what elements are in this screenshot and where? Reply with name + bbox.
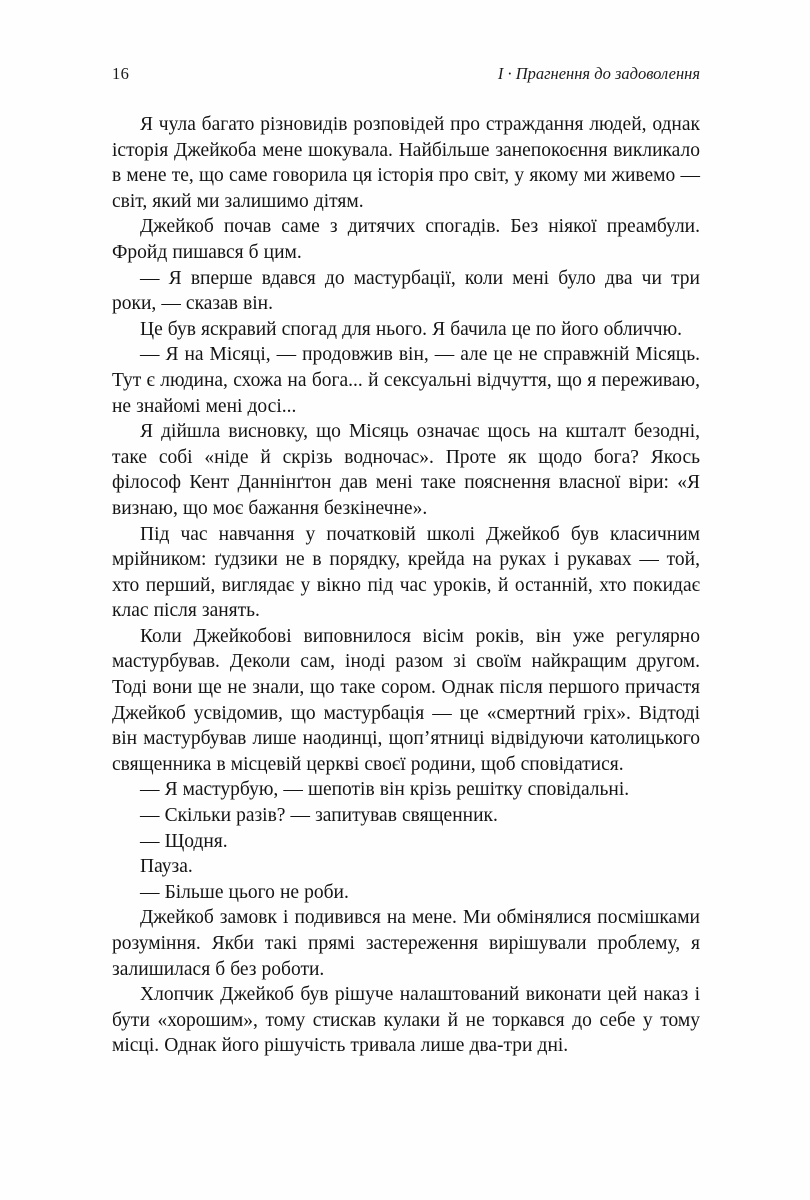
paragraph: Джейкоб почав саме з дитячих спогадів. Без ніякої преамбули. Фройд пишався б цим.	[112, 216, 700, 263]
paragraph: — Я мастурбую, — шепотів він крізь решітку сповідальні.	[140, 779, 630, 801]
paragraph: Коли Джейкобові виповнилося вісім років, він уже регулярно мастурбував. Деколи сам, іноді разом зі своїм найкращим другом. Тоді вони ще не знали, що таке сором. Однак після першого причастя Джейкоб усвідомив, що мастурбація — це «смертний гріх». Відтоді він мастурбував лише наодинці, щоп’ятниці відвідуючи католицького священника в місцевій церкві своєї родини, щоб сповідатися.	[112, 625, 700, 775]
paragraph: — Я на Місяці, — продовжив він, — але це не справжній Місяць. Тут є людина, схожа на бога... й сексуальні відчуття, що я переживаю, не знайомі мені досі...	[112, 344, 700, 417]
paragraph: — Скільки разів? — запитував священник.	[140, 805, 498, 827]
running-head: І · Прагнення до задоволення	[497, 64, 700, 83]
paragraph: Я чула багато різновидів розповідей про страждання людей, однак історія Джейкоба мене шокувала. Найбільше занепокоєння викликало в мене те, що саме говорила ця історія про світ, у якому ми живемо — світ, який ми залишимо дітям.	[112, 114, 700, 212]
page-number: 16	[112, 64, 130, 83]
paragraph: — Щодня.	[140, 830, 228, 852]
paragraph: Це був яскравий спогад для нього. Я бачила це по його обличчю.	[140, 318, 683, 340]
page-header	[0, 0, 810, 84]
body-text	[0, 84, 810, 1059]
paragraph: Джейкоб замовк і подивився на мене. Ми обмінялися посмішками розуміння. Якби такі прямі застереження вирішували проблему, я залишилася б без роботи.	[112, 907, 700, 980]
paragraph: Пауза.	[140, 856, 193, 878]
paragraph: — Я вперше вдався до мастурбації, коли мені було два чи три роки, — сказав він.	[112, 267, 700, 315]
paragraph: Хлопчик Джейкоб був рішуче налаштований виконати цей наказ і бути «хорошим», тому стискав кулаки й не торкався до себе у тому місці. Однак його рішучість тривала лише два-три дні.	[112, 984, 700, 1057]
paragraph: Під час навчання у початковій школі Джейкоб був класичним мрійником: ґудзики не в порядку, крейда на руках і рукавах — той, хто перший, виглядає у вікно під час уроків, й останній, хто покидає клас після занять.	[112, 523, 700, 622]
paragraph: Я дійшла висновку, що Місяць означає щось на кшталт безодні, таке собі «ніде й скрізь водночас». Проте як щодо бога? Якось філософ Кент Даннінґтон дав мені таке пояснення власної віри: «Я визнаю, що моє бажання безкінечне».	[112, 421, 700, 519]
paragraph: — Більше цього не роби.	[140, 881, 349, 903]
